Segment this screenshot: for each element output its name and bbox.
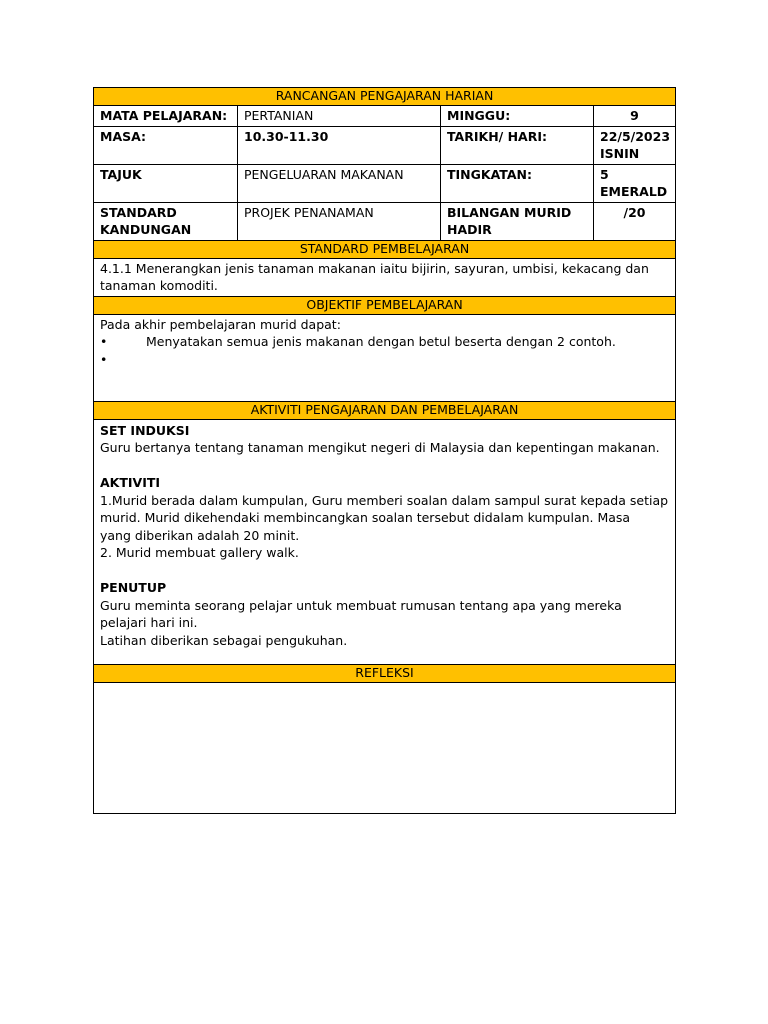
standard-pembelajaran-line-1: 4.1.1 Menerangkan jenis tanaman makanan iaitu bijirin, sayuran, umbisi, kekacang dan (100, 260, 649, 276)
bullet-icon: • (100, 351, 108, 367)
standard-label-line-2: KANDUNGAN (100, 222, 192, 237)
objektif-item-1 (100, 333, 669, 351)
masa-label: MASA: (94, 126, 238, 164)
aktiviti-line: 2. Murid membuat gallery walk. (100, 545, 299, 560)
tingkatan-value (594, 164, 676, 202)
tingkatan-number: 5 (600, 166, 609, 182)
bilangan-murid-value: /20 (594, 202, 676, 240)
standard-pembelajaran-content (94, 258, 676, 296)
objektif-content (94, 314, 676, 401)
minggu-value: 9 (594, 106, 676, 127)
penutup-line: Guru meminta seorang pelajar untuk membuat rumusan tentang apa yang mereka (100, 597, 622, 613)
tarikh-value (594, 126, 676, 164)
objektif-item-text: Menyatakan semua jenis makanan dengan betul beserta dengan 2 contoh. (146, 334, 616, 349)
standard-pembelajaran-line-2: tanaman komoditi. (100, 278, 218, 293)
mata-pelajaran-label: MATA PELAJARAN: (94, 106, 238, 127)
document-title: RANCANGAN PENGAJARAN HARIAN (94, 88, 676, 106)
masa-value: 10.30-11.30 (238, 126, 441, 164)
set-induksi-text: Guru bertanya tentang tanaman mengikut negeri di Malaysia dan kepentingan makanan. (100, 440, 660, 455)
standard-kandungan-label (94, 202, 238, 240)
tajuk-label: TAJUK (94, 164, 238, 202)
penutup-title: PENUTUP (100, 580, 167, 595)
tajuk-value: PENGELUARAN MAKANAN (238, 164, 441, 202)
minggu-label: MINGGU: (441, 106, 594, 127)
aktiviti-line: yang diberikan adalah 20 minit. (100, 527, 300, 543)
objektif-header: OBJEKTIF PEMBELAJARAN (94, 296, 676, 314)
standard-pembelajaran-header: STANDARD PEMBELAJARAN (94, 240, 676, 258)
aktiviti-title: AKTIVITI (100, 475, 161, 490)
objektif-intro: Pada akhir pembelajaran murid dapat: (100, 316, 341, 332)
standard-label-line-1: STANDARD (100, 204, 177, 220)
standard-kandungan-value: PROJEK PENANAMAN (238, 202, 441, 240)
bilangan-label-line-1: BILANGAN MURID (447, 204, 572, 220)
aktiviti-line: murid. Murid dikehendaki membincangkan soalan tersebut didalam kumpulan. Masa (100, 510, 631, 525)
objektif-item-2 (100, 351, 669, 369)
tarikh-day: ISNIN (600, 146, 640, 161)
lesson-plan-sheet (93, 87, 675, 814)
refleksi-content (94, 682, 676, 813)
bilangan-murid-label (441, 202, 594, 240)
refleksi-header: REFLEKSI (94, 664, 676, 682)
tingkatan-label: TINGKATAN: (441, 164, 594, 202)
penutup-line: Latihan diberikan sebagai pengukuhan. (100, 632, 348, 648)
tarikh-label: TARIKH/ HARI: (441, 126, 594, 164)
aktiviti-header: AKTIVITI PENGAJARAN DAN PEMBELAJARAN (94, 401, 676, 419)
lesson-plan-table (93, 87, 676, 814)
aktiviti-content (94, 419, 676, 664)
aktiviti-line: 1.Murid berada dalam kumpulan, Guru memberi soalan dalam sampul surat kepada setiap (100, 492, 669, 508)
tarikh-date: 22/5/2023 (600, 128, 671, 144)
mata-pelajaran-value: PERTANIAN (238, 106, 441, 127)
bilangan-label-line-2: HADIR (447, 222, 492, 237)
penutup-line: pelajari hari ini. (100, 615, 198, 630)
tingkatan-class: EMERALD (600, 184, 668, 199)
bullet-icon: • (100, 334, 108, 349)
set-induksi-title: SET INDUKSI (100, 422, 190, 438)
